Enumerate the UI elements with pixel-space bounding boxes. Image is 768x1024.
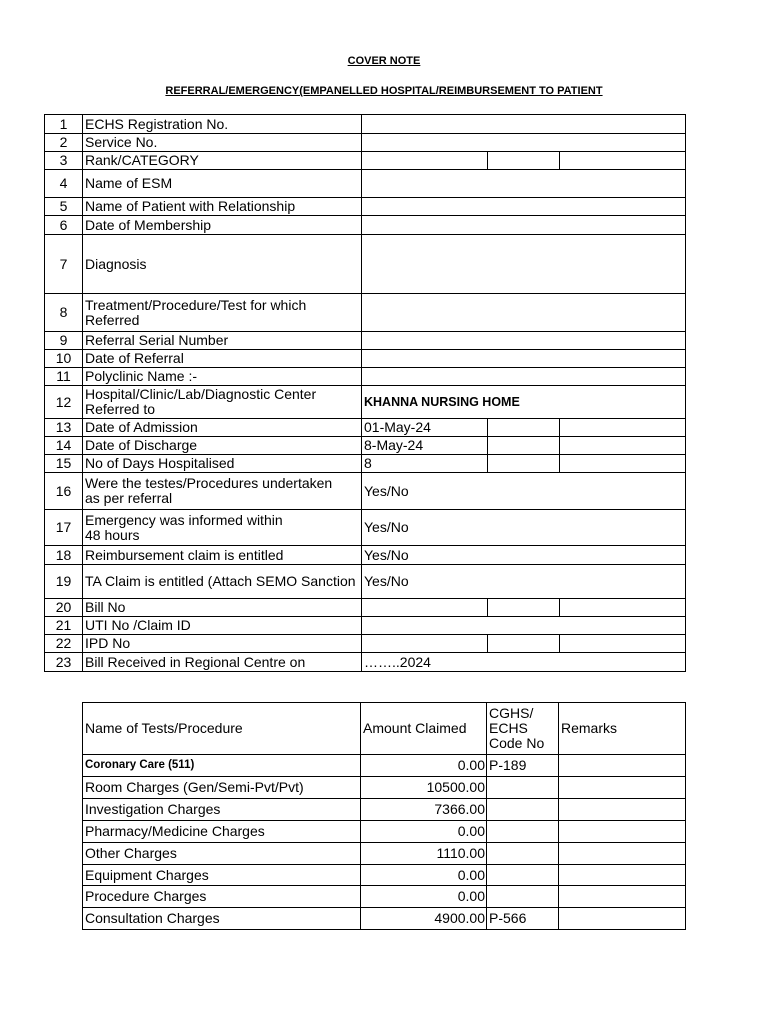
field-value-extra[interactable] xyxy=(488,152,560,170)
field-label: Name of Patient with Relationship xyxy=(83,198,362,216)
cost-code[interactable] xyxy=(487,799,559,821)
field-row xyxy=(45,455,686,473)
header-amount: Amount Claimed xyxy=(361,703,487,755)
cost-name: Investigation Charges xyxy=(83,799,361,821)
field-row xyxy=(45,419,686,437)
field-value[interactable] xyxy=(362,350,686,368)
field-label: Bill No xyxy=(83,599,362,617)
cost-code[interactable] xyxy=(487,777,559,799)
cost-row xyxy=(83,799,686,821)
field-number: 19 xyxy=(45,565,83,599)
cost-amount[interactable]: 0.00 xyxy=(361,755,487,777)
field-value-extra[interactable] xyxy=(488,437,560,455)
field-number: 22 xyxy=(45,635,83,653)
field-value-extra[interactable] xyxy=(488,419,560,437)
cost-amount[interactable]: 7366.00 xyxy=(361,799,487,821)
field-value[interactable]: Yes/No xyxy=(362,546,686,565)
field-value[interactable] xyxy=(362,134,686,152)
field-number: 8 xyxy=(45,294,83,332)
field-number: 6 xyxy=(45,216,83,235)
cost-amount[interactable]: 0.00 xyxy=(361,865,487,886)
cost-name: Pharmacy/Medicine Charges xyxy=(83,821,361,843)
field-value[interactable] xyxy=(362,635,488,653)
field-number: 5 xyxy=(45,198,83,216)
field-number: 13 xyxy=(45,419,83,437)
cost-amount[interactable]: 0.00 xyxy=(361,886,487,908)
cost-amount[interactable]: 10500.00 xyxy=(361,777,487,799)
cost-name: Equipment Charges xyxy=(83,865,361,886)
cost-row xyxy=(83,821,686,843)
field-row xyxy=(45,546,686,565)
field-number: 17 xyxy=(45,510,83,546)
field-number: 7 xyxy=(45,235,83,294)
field-row xyxy=(45,332,686,350)
cost-code[interactable] xyxy=(487,843,559,865)
cover-note-form xyxy=(44,114,686,672)
field-value-extra[interactable] xyxy=(560,455,686,473)
field-value-extra[interactable] xyxy=(560,599,686,617)
field-row xyxy=(45,599,686,617)
field-label: Bill Received in Regional Centre on xyxy=(83,653,362,672)
cost-table xyxy=(82,702,686,930)
field-row xyxy=(45,437,686,455)
cost-remarks[interactable] xyxy=(559,755,686,777)
field-value-extra[interactable] xyxy=(560,419,686,437)
field-label: Referral Serial Number xyxy=(83,332,362,350)
field-row xyxy=(45,386,686,419)
header-remarks: Remarks xyxy=(559,703,686,755)
field-row xyxy=(45,152,686,170)
cost-row xyxy=(83,908,686,930)
cost-row xyxy=(83,777,686,799)
cost-remarks[interactable] xyxy=(559,908,686,930)
cost-remarks[interactable] xyxy=(559,799,686,821)
field-label: Were the testes/Procedures undertaken as per referral xyxy=(83,473,362,510)
field-row xyxy=(45,368,686,386)
field-value[interactable] xyxy=(362,332,686,350)
field-value[interactable] xyxy=(362,152,488,170)
field-row xyxy=(45,198,686,216)
field-row xyxy=(45,294,686,332)
cost-remarks[interactable] xyxy=(559,821,686,843)
field-value-extra[interactable] xyxy=(560,152,686,170)
cost-name: Consultation Charges xyxy=(83,908,361,930)
field-label: Reimbursement claim is entitled xyxy=(83,546,362,565)
field-row xyxy=(45,134,686,152)
cost-name: Other Charges xyxy=(83,843,361,865)
cost-row xyxy=(83,843,686,865)
field-value[interactable]: Yes/No xyxy=(362,565,686,599)
field-value[interactable]: ……..2024 xyxy=(362,653,686,672)
field-row xyxy=(45,170,686,198)
cost-code[interactable] xyxy=(487,821,559,843)
field-number: 21 xyxy=(45,617,83,635)
field-label: Rank/CATEGORY xyxy=(83,152,362,170)
field-row xyxy=(45,635,686,653)
cost-remarks[interactable] xyxy=(559,886,686,908)
field-label: Name of ESM xyxy=(83,170,362,198)
cost-name: Coronary Care (511) xyxy=(83,755,361,777)
cost-remarks[interactable] xyxy=(559,777,686,799)
field-label: Hospital/Clinic/Lab/Diagnostic Center Referred to xyxy=(83,386,362,419)
field-label: Date of Referral xyxy=(83,350,362,368)
cost-row xyxy=(83,865,686,886)
field-row xyxy=(45,235,686,294)
field-row xyxy=(45,115,686,134)
field-row xyxy=(45,350,686,368)
field-row xyxy=(45,473,686,510)
field-number: 12 xyxy=(45,386,83,419)
field-value-extra[interactable] xyxy=(488,635,560,653)
cost-row xyxy=(83,755,686,777)
cost-code[interactable] xyxy=(487,865,559,886)
field-number: 16 xyxy=(45,473,83,510)
field-value-extra[interactable] xyxy=(488,599,560,617)
field-label: Emergency was informed within 48 hours xyxy=(83,510,362,546)
field-label: Diagnosis xyxy=(83,235,362,294)
field-label: TA Claim is entitled (Attach SEMO Sanction xyxy=(83,565,362,599)
page-title: COVER NOTE xyxy=(347,55,421,67)
field-number: 4 xyxy=(45,170,83,198)
header-name: Name of Tests/Procedure xyxy=(83,703,361,755)
field-label: Service No. xyxy=(83,134,362,152)
cost-code[interactable]: P-566 xyxy=(487,908,559,930)
field-value[interactable] xyxy=(362,235,686,294)
field-value[interactable] xyxy=(362,170,686,198)
cost-amount[interactable]: 4900.00 xyxy=(361,908,487,930)
cost-remarks[interactable] xyxy=(559,843,686,865)
field-label: Treatment/Procedure/Test for which Referred xyxy=(83,294,362,332)
field-value-extra[interactable] xyxy=(488,455,560,473)
field-row xyxy=(45,510,686,546)
field-value[interactable]: KHANNA NURSING HOME xyxy=(362,386,686,419)
field-label: No of Days Hospitalised xyxy=(83,455,362,473)
field-label: UTI No /Claim ID xyxy=(83,617,362,635)
field-label: ECHS Registration No. xyxy=(83,115,362,134)
field-row xyxy=(45,617,686,635)
field-value[interactable] xyxy=(362,599,488,617)
field-label: Date of Membership xyxy=(83,216,362,235)
cost-name: Procedure Charges xyxy=(83,886,361,908)
field-number: 15 xyxy=(45,455,83,473)
field-number: 14 xyxy=(45,437,83,455)
field-row xyxy=(45,653,686,672)
field-value[interactable] xyxy=(362,368,686,386)
field-value[interactable] xyxy=(362,294,686,332)
field-number: 18 xyxy=(45,546,83,565)
page-subtitle: REFERRAL/EMERGENCY(EMPANELLED HOSPITAL/REIMBURSEMENT TO PATIENT xyxy=(165,85,603,97)
cost-amount[interactable]: 1110.00 xyxy=(361,843,487,865)
field-label: Date of Discharge xyxy=(83,437,362,455)
field-number: 20 xyxy=(45,599,83,617)
cost-code[interactable] xyxy=(487,886,559,908)
field-number: 10 xyxy=(45,350,83,368)
cost-header-row xyxy=(83,703,686,755)
field-value[interactable] xyxy=(362,198,686,216)
field-number: 11 xyxy=(45,368,83,386)
field-number: 3 xyxy=(45,152,83,170)
cost-name: Room Charges (Gen/Semi-Pvt/Pvt) xyxy=(83,777,361,799)
field-value[interactable] xyxy=(362,115,686,134)
field-value-extra[interactable] xyxy=(560,437,686,455)
field-value-extra[interactable] xyxy=(560,635,686,653)
field-label: Date of Admission xyxy=(83,419,362,437)
field-number: 1 xyxy=(45,115,83,134)
field-value[interactable]: Yes/No xyxy=(362,510,686,546)
field-value[interactable]: 01-May-24 xyxy=(362,419,488,437)
cost-code[interactable]: P-189 xyxy=(487,755,559,777)
cost-row xyxy=(83,886,686,908)
header-code: CGHS/ ECHS Code No xyxy=(487,703,559,755)
field-value[interactable] xyxy=(362,216,686,235)
field-number: 9 xyxy=(45,332,83,350)
field-label: Polyclinic Name :- xyxy=(83,368,362,386)
field-value[interactable] xyxy=(362,617,686,635)
field-number: 2 xyxy=(45,134,83,152)
field-value[interactable]: 8 xyxy=(362,455,488,473)
field-value[interactable]: 8-May-24 xyxy=(362,437,488,455)
field-row xyxy=(45,216,686,235)
field-row xyxy=(45,565,686,599)
cost-remarks[interactable] xyxy=(559,865,686,886)
cost-amount[interactable]: 0.00 xyxy=(361,821,487,843)
field-number: 23 xyxy=(45,653,83,672)
field-label: IPD No xyxy=(83,635,362,653)
field-value[interactable]: Yes/No xyxy=(362,473,686,510)
